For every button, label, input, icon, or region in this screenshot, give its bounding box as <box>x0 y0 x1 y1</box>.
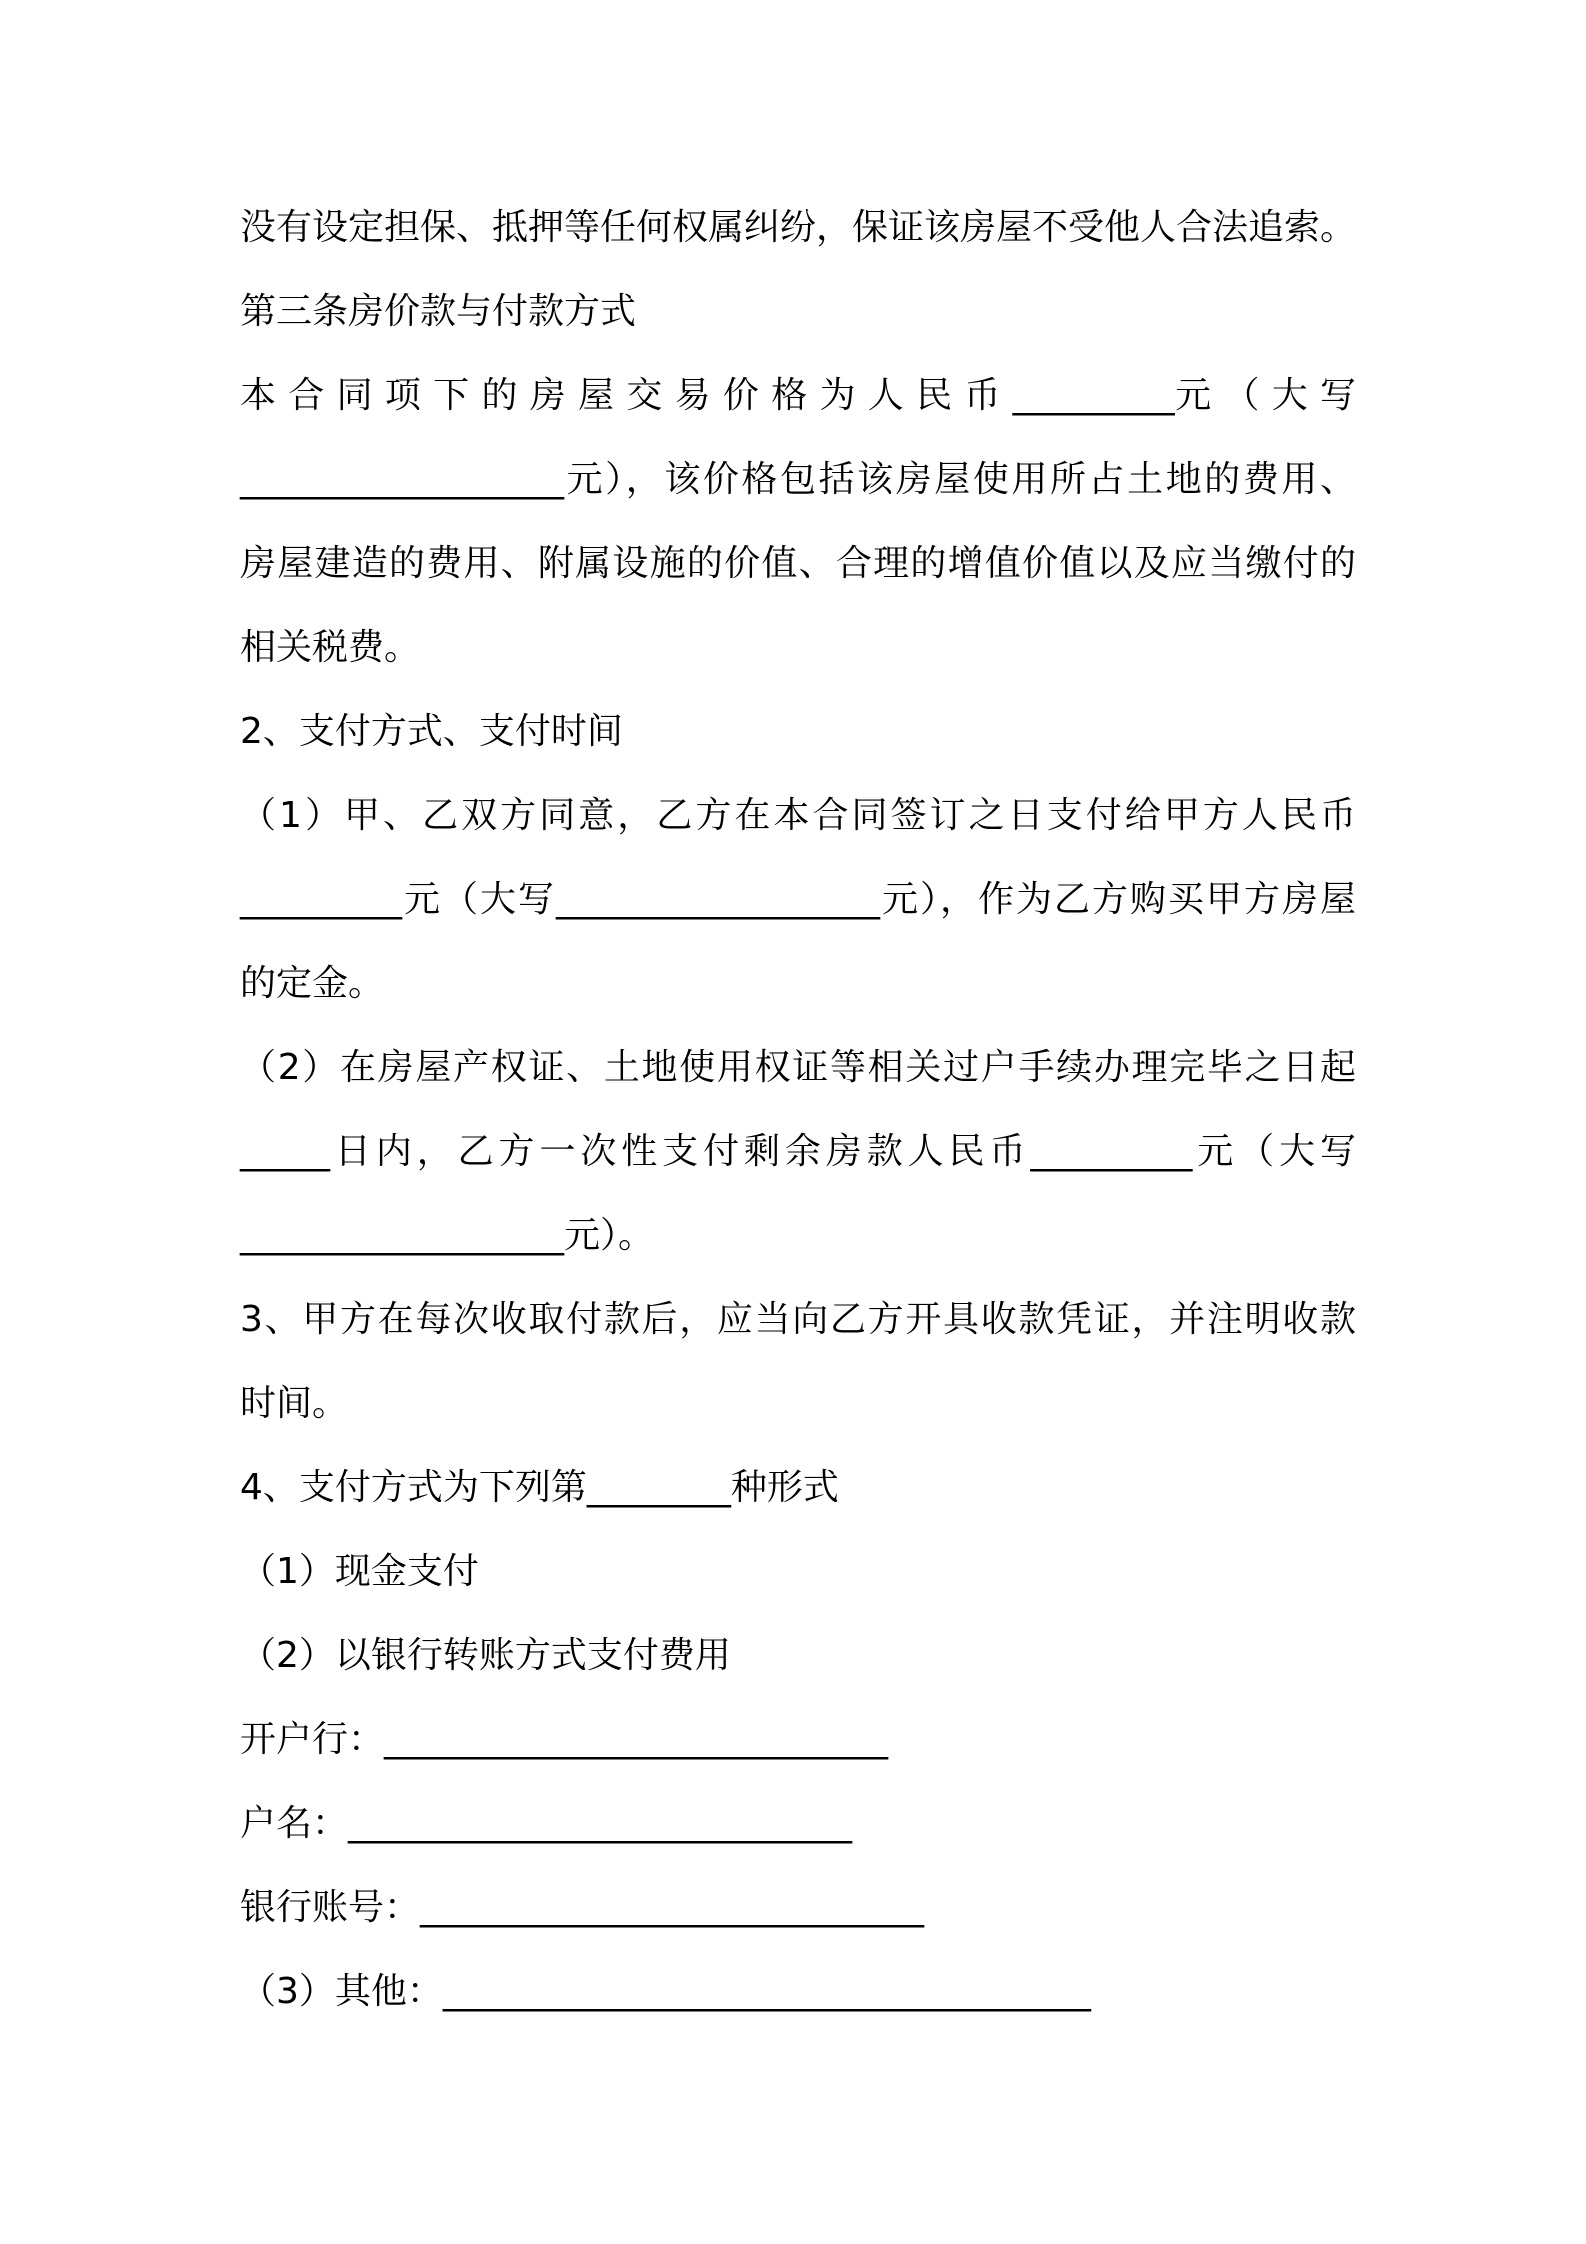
section-heading-article-3: 第三条房价款与付款方式 <box>240 291 637 332</box>
field-bank-name: 开户行：____________________________ <box>240 1719 889 1760</box>
text-line-6: 相关税费。 <box>240 627 421 668</box>
text-line-11: （2）在房屋产权证、土地使用权证等相关过户手续办理完毕之日起 <box>240 1047 1356 1088</box>
text-line-15: 时间。 <box>240 1383 349 1424</box>
item-heading-4: 4、支付方式为下列第________种形式 <box>240 1467 839 1508</box>
option-cash: （1）现金支付 <box>240 1551 479 1592</box>
text-line-9: _________元（大写__________________元），作为乙方购买甲方房屋 <box>240 879 1356 920</box>
text-line-3: 本 合 同 项 下 的 房 屋 交 易 价 格 为 人 民 币 _________元 （ 大 写 <box>240 375 1356 416</box>
option-bank-transfer: （2）以银行转账方式支付费用 <box>240 1635 731 1676</box>
text-line-12: _____日内，乙方一次性支付剩余房款人民币_________元（大写 <box>240 1131 1356 1172</box>
text-line-5: 房屋建造的费用、附属设施的价值、合理的增值价值以及应当缴付的 <box>240 543 1356 584</box>
field-account-name: 户名：____________________________ <box>240 1803 853 1844</box>
text-line-10: 的定金。 <box>240 963 385 1004</box>
text-line-1: 没有设定担保、抵押等任何权属纠纷，保证该房屋不受他人合法追索。 <box>240 207 1357 248</box>
option-other: （3）其他：____________________________________ <box>240 1971 1091 2012</box>
field-account-number: 银行账号：____________________________ <box>240 1887 925 1928</box>
text-line-13: __________________元）。 <box>240 1215 655 1256</box>
text-line-4: __________________元），该价格包括该房屋使用所占土地的费用、 <box>240 459 1356 500</box>
text-line-8: （1）甲、乙双方同意，乙方在本合同签订之日支付给甲方人民币 <box>240 795 1356 836</box>
item-heading-2: 2、支付方式、支付时间 <box>240 711 623 752</box>
text-line-14: 3、甲方在每次收取付款后，应当向乙方开具收款凭证，并注明收款 <box>240 1299 1356 1340</box>
